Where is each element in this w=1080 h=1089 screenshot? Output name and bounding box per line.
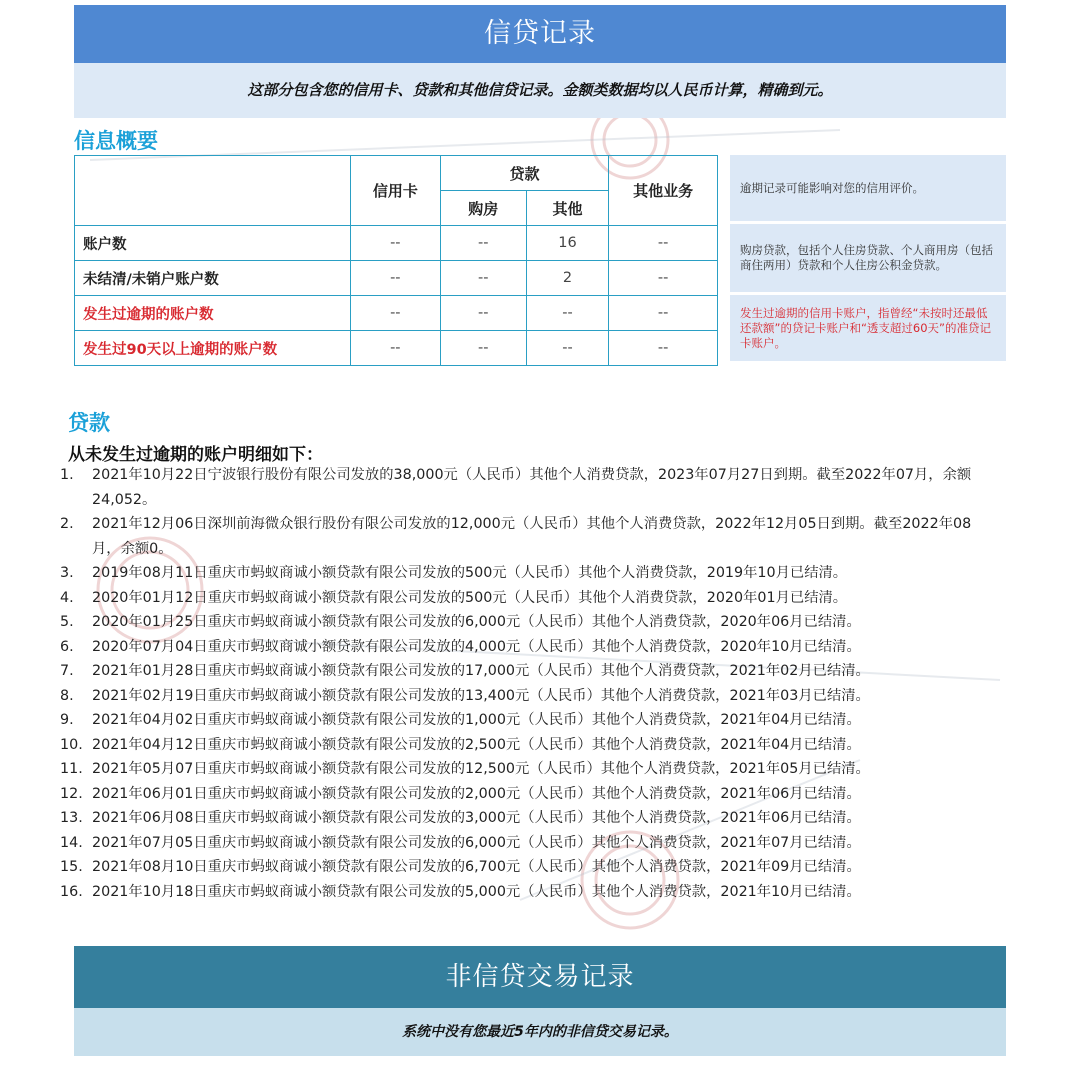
table-cell: --	[440, 226, 526, 261]
list-item	[60, 708, 995, 733]
table-cell: --	[526, 296, 608, 331]
list-item-number: 16.	[60, 883, 83, 900]
list-item	[60, 806, 995, 831]
header-other: 其他	[526, 191, 608, 226]
table-cell: --	[609, 296, 718, 331]
list-item-text: 2021年04月02日重庆市蚂蚁商诚小额贷款有限公司发放的1,000元（人民币）其他个人消费贷款，2021年04月已结清。	[92, 712, 861, 728]
table-cell: --	[440, 331, 526, 366]
list-item	[60, 733, 995, 758]
credit-section-title: 信贷记录	[74, 5, 1006, 63]
list-item-number: 7.	[60, 663, 74, 679]
table-cell: --	[350, 296, 440, 331]
list-item-number: 6.	[60, 638, 74, 655]
list-item-number: 12.	[60, 785, 83, 802]
table-corner-cell	[75, 156, 351, 226]
table-cell: --	[440, 261, 526, 296]
table-cell: 16	[526, 226, 608, 261]
list-item-text: 2021年06月01日重庆市蚂蚁商诚小额贷款有限公司发放的2,000元（人民币）其他个人消费贷款，2021年06月已结清。	[92, 785, 861, 802]
noncredit-section-body: 系统中没有您最近5年内的非信贷交易记录。	[74, 1008, 1006, 1056]
list-item-text: 2021年06月08日重庆市蚂蚁商诚小额贷款有限公司发放的3,000元（人民币）其他个人消费贷款，2021年06月已结清。	[92, 810, 861, 826]
note-overdue-impact	[730, 155, 1006, 221]
list-item	[60, 512, 995, 561]
list-item-number: 2.	[60, 516, 74, 532]
table-cell: --	[350, 261, 440, 296]
header-mortgage: 购房	[440, 191, 526, 226]
list-item	[60, 855, 995, 880]
table-row	[75, 261, 718, 296]
list-item-text: 2021年04月12日重庆市蚂蚁商诚小额贷款有限公司发放的2,500元（人民币）其他个人消费贷款，2021年04月已结清。	[92, 736, 861, 753]
note-text: 发生过逾期的信用卡账户，指曾经“未按时还最低还款额”的贷记卡账户和“透支超过60天”的准贷记卡账户。	[740, 305, 992, 350]
list-item-text: 2020年01月25日重庆市蚂蚁商诚小额贷款有限公司发放的6,000元（人民币）其他个人消费贷款，2020年06月已结清。	[92, 614, 861, 630]
loan-subtitle: 从未发生过逾期的账户明细如下：	[68, 445, 323, 465]
list-item-number: 9.	[60, 712, 74, 728]
table-row	[75, 296, 718, 331]
list-item-number: 11.	[60, 761, 83, 777]
list-item-number: 14.	[60, 834, 83, 851]
list-item-text: 2021年02月19日重庆市蚂蚁商诚小额贷款有限公司发放的13,400元（人民币）其他个人消费贷款，2021年03月已结清。	[92, 687, 870, 704]
table-cell: --	[350, 331, 440, 366]
table-cell: 2	[526, 261, 608, 296]
table-cell: --	[440, 296, 526, 331]
note-text: 逾期记录可能影响对您的信用评价。	[740, 180, 924, 195]
list-item-number: 8.	[60, 687, 74, 704]
list-item-text: 2020年01月12日重庆市蚂蚁商诚小额贷款有限公司发放的500元（人民币）其他个人消费贷款，2020年01月已结清。	[92, 589, 848, 606]
note-text: 购房贷款，包括个人住房贷款、个人商用房（包括商住两用）贷款和个人住房公积金贷款。	[740, 243, 993, 272]
list-item	[60, 831, 995, 856]
credit-section-intro: 这部分包含您的信用卡、贷款和其他信贷记录。金额类数据均以人民币计算，精确到元。	[74, 63, 1006, 118]
list-item-number: 13.	[60, 810, 83, 826]
note-mortgage-definition	[730, 224, 1006, 292]
list-item-text: 2021年10月22日宁波银行股份有限公司发放的38,000元（人民币）其他个人消费贷款，2023年07月27日到期。截至2022年07月，余额24,052。	[92, 467, 972, 508]
table-cell: --	[609, 226, 718, 261]
table-cell: --	[526, 331, 608, 366]
list-item-number: 4.	[60, 589, 74, 606]
list-item-text: 2021年12月06日深圳前海微众银行股份有限公司发放的12,000元（人民币）其他个人消费贷款，2022年12月05日到期。截至2022年08月，余额0。	[92, 516, 972, 557]
overview-title: 信息概要	[74, 129, 158, 153]
list-item-number: 15.	[60, 859, 83, 875]
overview-table	[74, 155, 718, 366]
table-cell: --	[609, 331, 718, 366]
header-credit-card: 信用卡	[350, 156, 440, 226]
loan-section-title: 贷款	[68, 411, 110, 435]
loan-list	[60, 463, 995, 904]
list-item	[60, 463, 995, 512]
list-item-text: 2021年10月18日重庆市蚂蚁商诚小额贷款有限公司发放的5,000元（人民币）其他个人消费贷款，2021年10月已结清。	[92, 883, 861, 900]
list-item	[60, 782, 995, 807]
row-label: 账户数	[75, 226, 351, 261]
noncredit-section-title: 非信贷交易记录	[74, 946, 1006, 1008]
list-item	[60, 610, 995, 635]
list-item-text: 2021年08月10日重庆市蚂蚁商诚小额贷款有限公司发放的6,700元（人民币）其他个人消费贷款，2021年09月已结清。	[92, 859, 861, 875]
list-item-number: 3.	[60, 565, 74, 581]
list-item	[60, 635, 995, 660]
note-overdue-definition	[730, 295, 1006, 361]
list-item-text: 2020年07月04日重庆市蚂蚁商诚小额贷款有限公司发放的4,000元（人民币）其他个人消费贷款，2020年10月已结清。	[92, 638, 861, 655]
list-item	[60, 684, 995, 709]
table-row	[75, 226, 718, 261]
list-item	[60, 586, 995, 611]
list-item-number: 5.	[60, 614, 74, 630]
row-label: 发生过90天以上逾期的账户数	[75, 331, 351, 366]
header-other-business: 其他业务	[609, 156, 718, 226]
table-cell: --	[609, 261, 718, 296]
table-cell: --	[350, 226, 440, 261]
list-item-text: 2021年07月05日重庆市蚂蚁商诚小额贷款有限公司发放的6,000元（人民币）其他个人消费贷款，2021年07月已结清。	[92, 834, 861, 851]
list-item-number: 10.	[60, 736, 83, 753]
table-row	[75, 331, 718, 366]
list-item	[60, 880, 995, 905]
row-label: 未结清/未销户账户数	[75, 261, 351, 296]
list-item-text: 2019年08月11日重庆市蚂蚁商诚小额贷款有限公司发放的500元（人民币）其他个人消费贷款，2019年10月已结清。	[92, 565, 848, 581]
row-label: 发生过逾期的账户数	[75, 296, 351, 331]
list-item-number: 1.	[60, 467, 74, 483]
list-item	[60, 659, 995, 684]
list-item-text: 2021年01月28日重庆市蚂蚁商诚小额贷款有限公司发放的17,000元（人民币）其他个人消费贷款，2021年02月已结清。	[92, 663, 870, 679]
list-item-text: 2021年05月07日重庆市蚂蚁商诚小额贷款有限公司发放的12,500元（人民币）其他个人消费贷款，2021年05月已结清。	[92, 761, 870, 777]
list-item	[60, 561, 995, 586]
header-loan: 贷款	[440, 156, 608, 191]
list-item	[60, 757, 995, 782]
